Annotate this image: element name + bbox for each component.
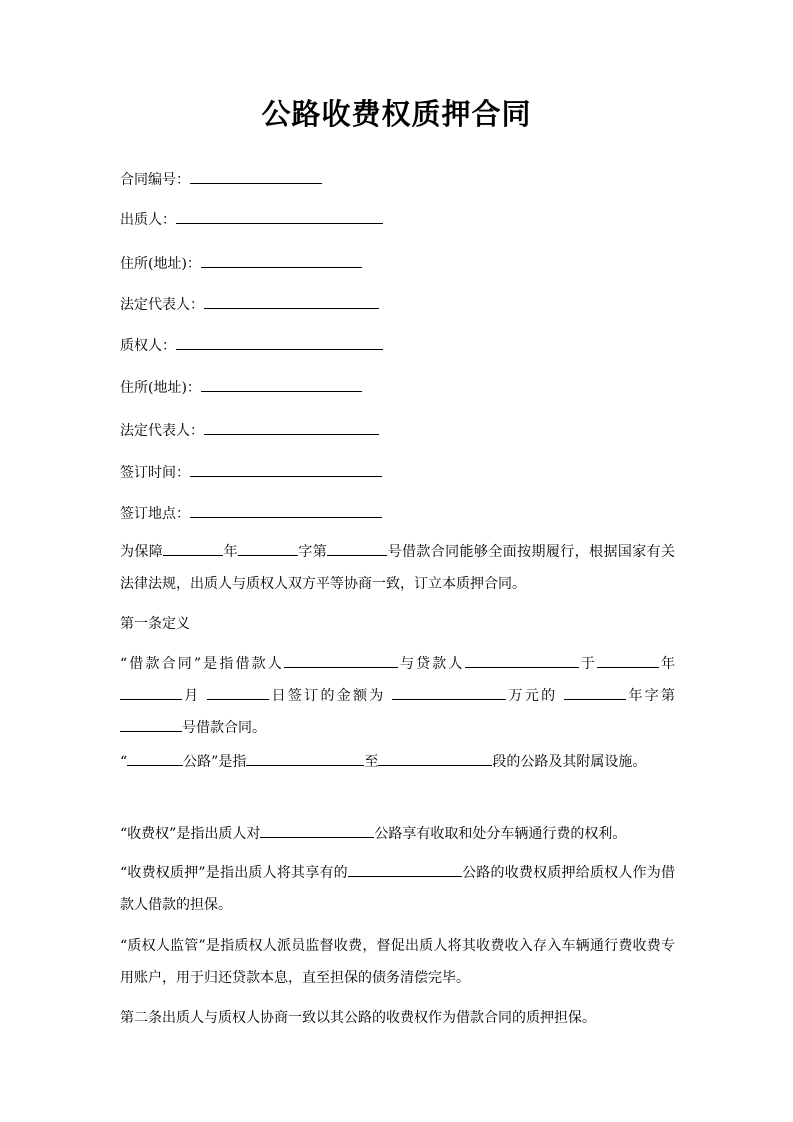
text-segment: 号借款合同能够全面按期履行，根据国家有关法律法规，出质人与质权人双方平等协商一致，订立本质押合同。 — [120, 544, 676, 592]
article-1-heading: 第一条定义 — [120, 616, 190, 632]
blank-line — [204, 293, 379, 309]
blank-line — [246, 750, 364, 766]
blank-line — [190, 461, 382, 477]
pledgor-address-field — [120, 252, 362, 274]
text-segment: “收费权”是指出质人对 — [120, 826, 261, 842]
blank-line — [378, 750, 492, 766]
blank-line — [120, 716, 182, 732]
blank-line — [204, 419, 379, 435]
field-label: 签订地点： — [120, 506, 190, 522]
field-label: 质权人： — [120, 338, 176, 354]
intro-paragraph — [120, 536, 675, 600]
signing-place-field — [120, 502, 382, 524]
blank-line — [163, 540, 223, 556]
document-title: 公路收费权质押合同 — [261, 97, 532, 131]
blank-line — [564, 684, 626, 700]
article-2: 第二条出质人与质权人协商一致以其公路的收费权作为借款合同的质押担保。 — [120, 1010, 596, 1026]
blank-line — [176, 208, 383, 224]
text-segment: 万元的 — [506, 688, 558, 704]
blank-line — [120, 684, 182, 700]
definition-loan-contract — [120, 648, 675, 744]
field-label: 签订时间： — [120, 465, 190, 481]
field-label: 法定代表人： — [120, 297, 204, 313]
text-segment: “借款合同”是指借款人 — [120, 656, 284, 672]
pledgor-representative-field — [120, 293, 379, 315]
blank-line — [238, 540, 298, 556]
blank-line — [207, 684, 269, 700]
text-segment: “ — [120, 754, 128, 770]
definition-road — [120, 746, 675, 778]
blank-line — [348, 861, 462, 877]
definition-toll-right — [120, 818, 675, 850]
text-segment: 至 — [364, 754, 379, 770]
text-segment: 段的公路及其附属设施。 — [492, 754, 647, 770]
text-segment: 月 — [182, 688, 201, 704]
field-label: 出质人： — [120, 212, 176, 228]
text-segment: 号借款合同。 — [182, 720, 266, 736]
text-segment: 字第 — [297, 544, 328, 560]
text-segment: 公路”是指 — [183, 754, 247, 770]
field-label: 住所(地址)： — [120, 256, 201, 272]
text-segment: “收费权质押”是指出质人将其享有的 — [120, 865, 348, 881]
blank-line — [201, 252, 362, 268]
text-segment: 与贷款人 — [397, 656, 465, 672]
pledgee-address-field — [120, 376, 362, 398]
text-segment: 于 — [578, 656, 597, 672]
blank-line — [327, 540, 387, 556]
text-segment: 公路的收费权质押给质权人作为借款人借款的担保。 — [120, 865, 675, 913]
text-segment: 年 — [223, 544, 238, 560]
text-segment: 为保障 — [120, 544, 164, 560]
blank-line — [201, 376, 362, 392]
field-label: 法定代表人： — [120, 423, 204, 439]
signing-time-field — [120, 461, 382, 483]
contract-number-field — [120, 168, 322, 190]
field-label: 合同编号： — [120, 172, 190, 188]
blank-line — [176, 334, 383, 350]
blank-line — [597, 652, 659, 668]
blank-line — [465, 652, 579, 668]
text-segment: 年字第 — [626, 688, 676, 704]
text-segment: 年 — [658, 656, 675, 672]
blank-line — [127, 750, 183, 766]
text-segment: 日签订的金额为 — [269, 688, 386, 704]
blank-line — [260, 822, 374, 838]
definition-toll-pledge — [120, 857, 675, 921]
blank-line — [190, 168, 322, 184]
field-label: 住所(地址)： — [120, 380, 201, 396]
pledgee-representative-field — [120, 419, 379, 441]
blank-line — [190, 502, 382, 518]
pledgee-field — [120, 334, 383, 356]
definition-supervision: “质权人监管”是指质权人派员监督收费，督促出质人将其收费收入存入车辆通行费收费专用账户，用于归还贷款本息，直至担保的债务清偿完毕。 — [120, 938, 675, 986]
blank-line — [392, 684, 506, 700]
text-segment: 公路享有收取和处分车辆通行费的权利。 — [374, 826, 627, 842]
pledgor-field — [120, 208, 383, 230]
blank-line — [284, 652, 398, 668]
